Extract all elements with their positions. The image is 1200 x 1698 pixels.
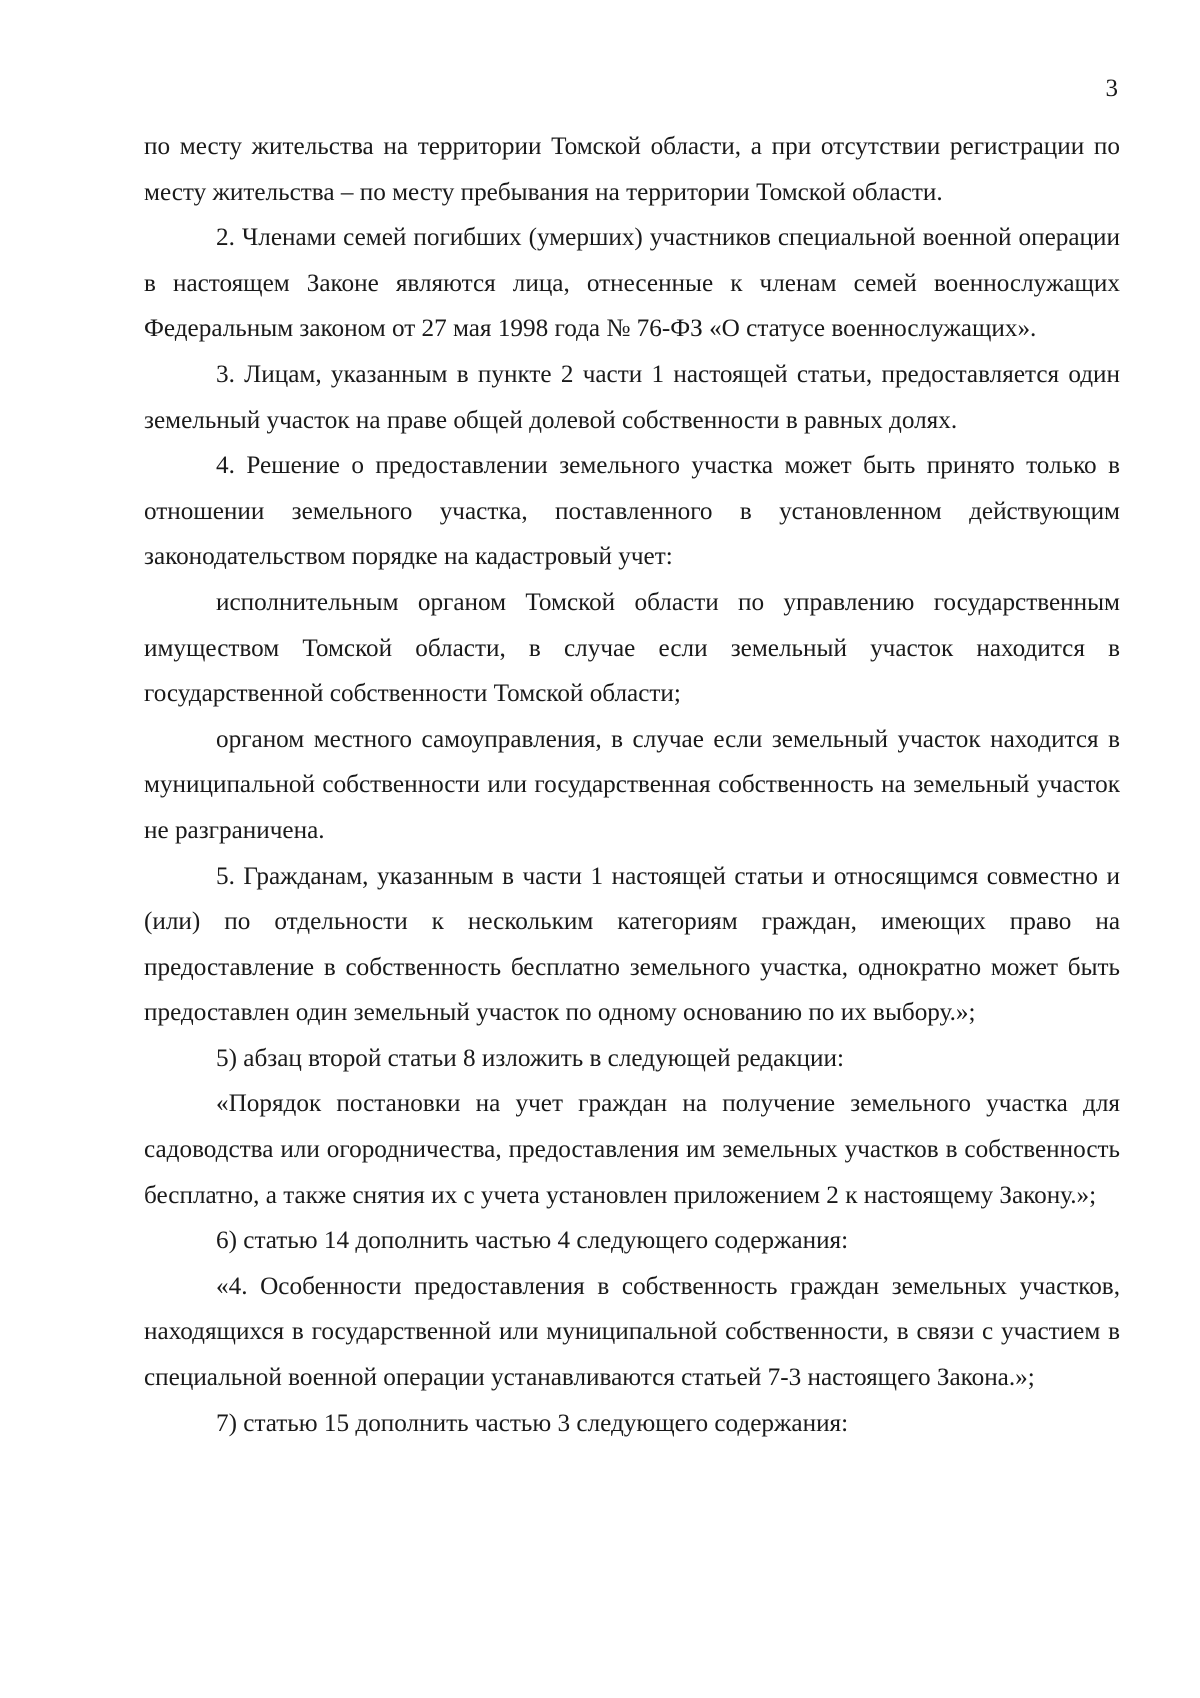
paragraph-item-4-executive-body: исполнительным органом Томской области по управлению государственным имуществом Томской области, в случае если земельный участок находится в государственной собственности Томской области; xyxy=(144,588,1120,708)
paragraph-amendment-5: 5) абзац второй статьи 8 изложить в следующей редакции: xyxy=(216,1044,844,1072)
paragraph-item-4-local-government: органом местного самоуправления, в случае если земельный участок находится в муниципальной собственности или государственная собственность на земельный участок не разграничена. xyxy=(144,725,1120,844)
paragraph-amendment-7: 7) статью 15 дополнить частью 3 следующего содержания: xyxy=(216,1409,849,1437)
paragraph-amendment-6: 6) статью 14 дополнить частью 4 следующего содержания: xyxy=(216,1227,849,1255)
paragraph-item-5: 5. Гражданам, указанным в части 1 настоящей статьи и относящимся совместно и (или) по отдельности к нескольким категориям граждан, имеющих право на предоставление в собственность бесплатно земельного участка, однократно может быть предоставлен один земельный участок по одному основанию по их выбору.»; xyxy=(144,862,1120,1027)
document-body xyxy=(144,124,1120,1446)
paragraph-item-4: 4. Решение о предоставлении земельного участка может быть принято только в отношении земельного участка, поставленного в установленном действующим законодательством порядке на кадастровый учет: xyxy=(144,452,1120,571)
paragraph-amendment-6-text: «4. Особенности предоставления в собственность граждан земельных участков, находящихся в государственной или муниципальной собственности, в связи с участием в специальной военной операции устанавливаются статьей 7-3 настоящего Закона.»; xyxy=(144,1272,1120,1392)
paragraph-amendment-5-text: «Порядок постановки на учет граждан на получение земельного участка для садоводства или огородничества, предоставления им земельных участков в собственность бесплатно, а также снятия их с учета установлен приложением 2 к настоящему Закону.»; xyxy=(144,1090,1120,1209)
paragraph-item-2: 2. Членами семей погибших (умерших) участников специальной военной операции в настоящем Законе являются лица, отнесенные к членам семей военнослужащих Федеральным законом от 27 мая 1998 года № 76-ФЗ «О статусе военнослужащих». xyxy=(144,224,1120,343)
paragraph-continuation: по месту жительства на территории Томской области, а при отсутствии регистрации по месту жительства – по месту пребывания на территории Томской области. xyxy=(144,133,1120,206)
paragraph-item-3: 3. Лицам, указанным в пункте 2 части 1 настоящей статьи, предоставляется один земельный участок на праве общей долевой собственности в равных долях. xyxy=(144,360,1120,434)
page-number: 3 xyxy=(1105,75,1118,102)
